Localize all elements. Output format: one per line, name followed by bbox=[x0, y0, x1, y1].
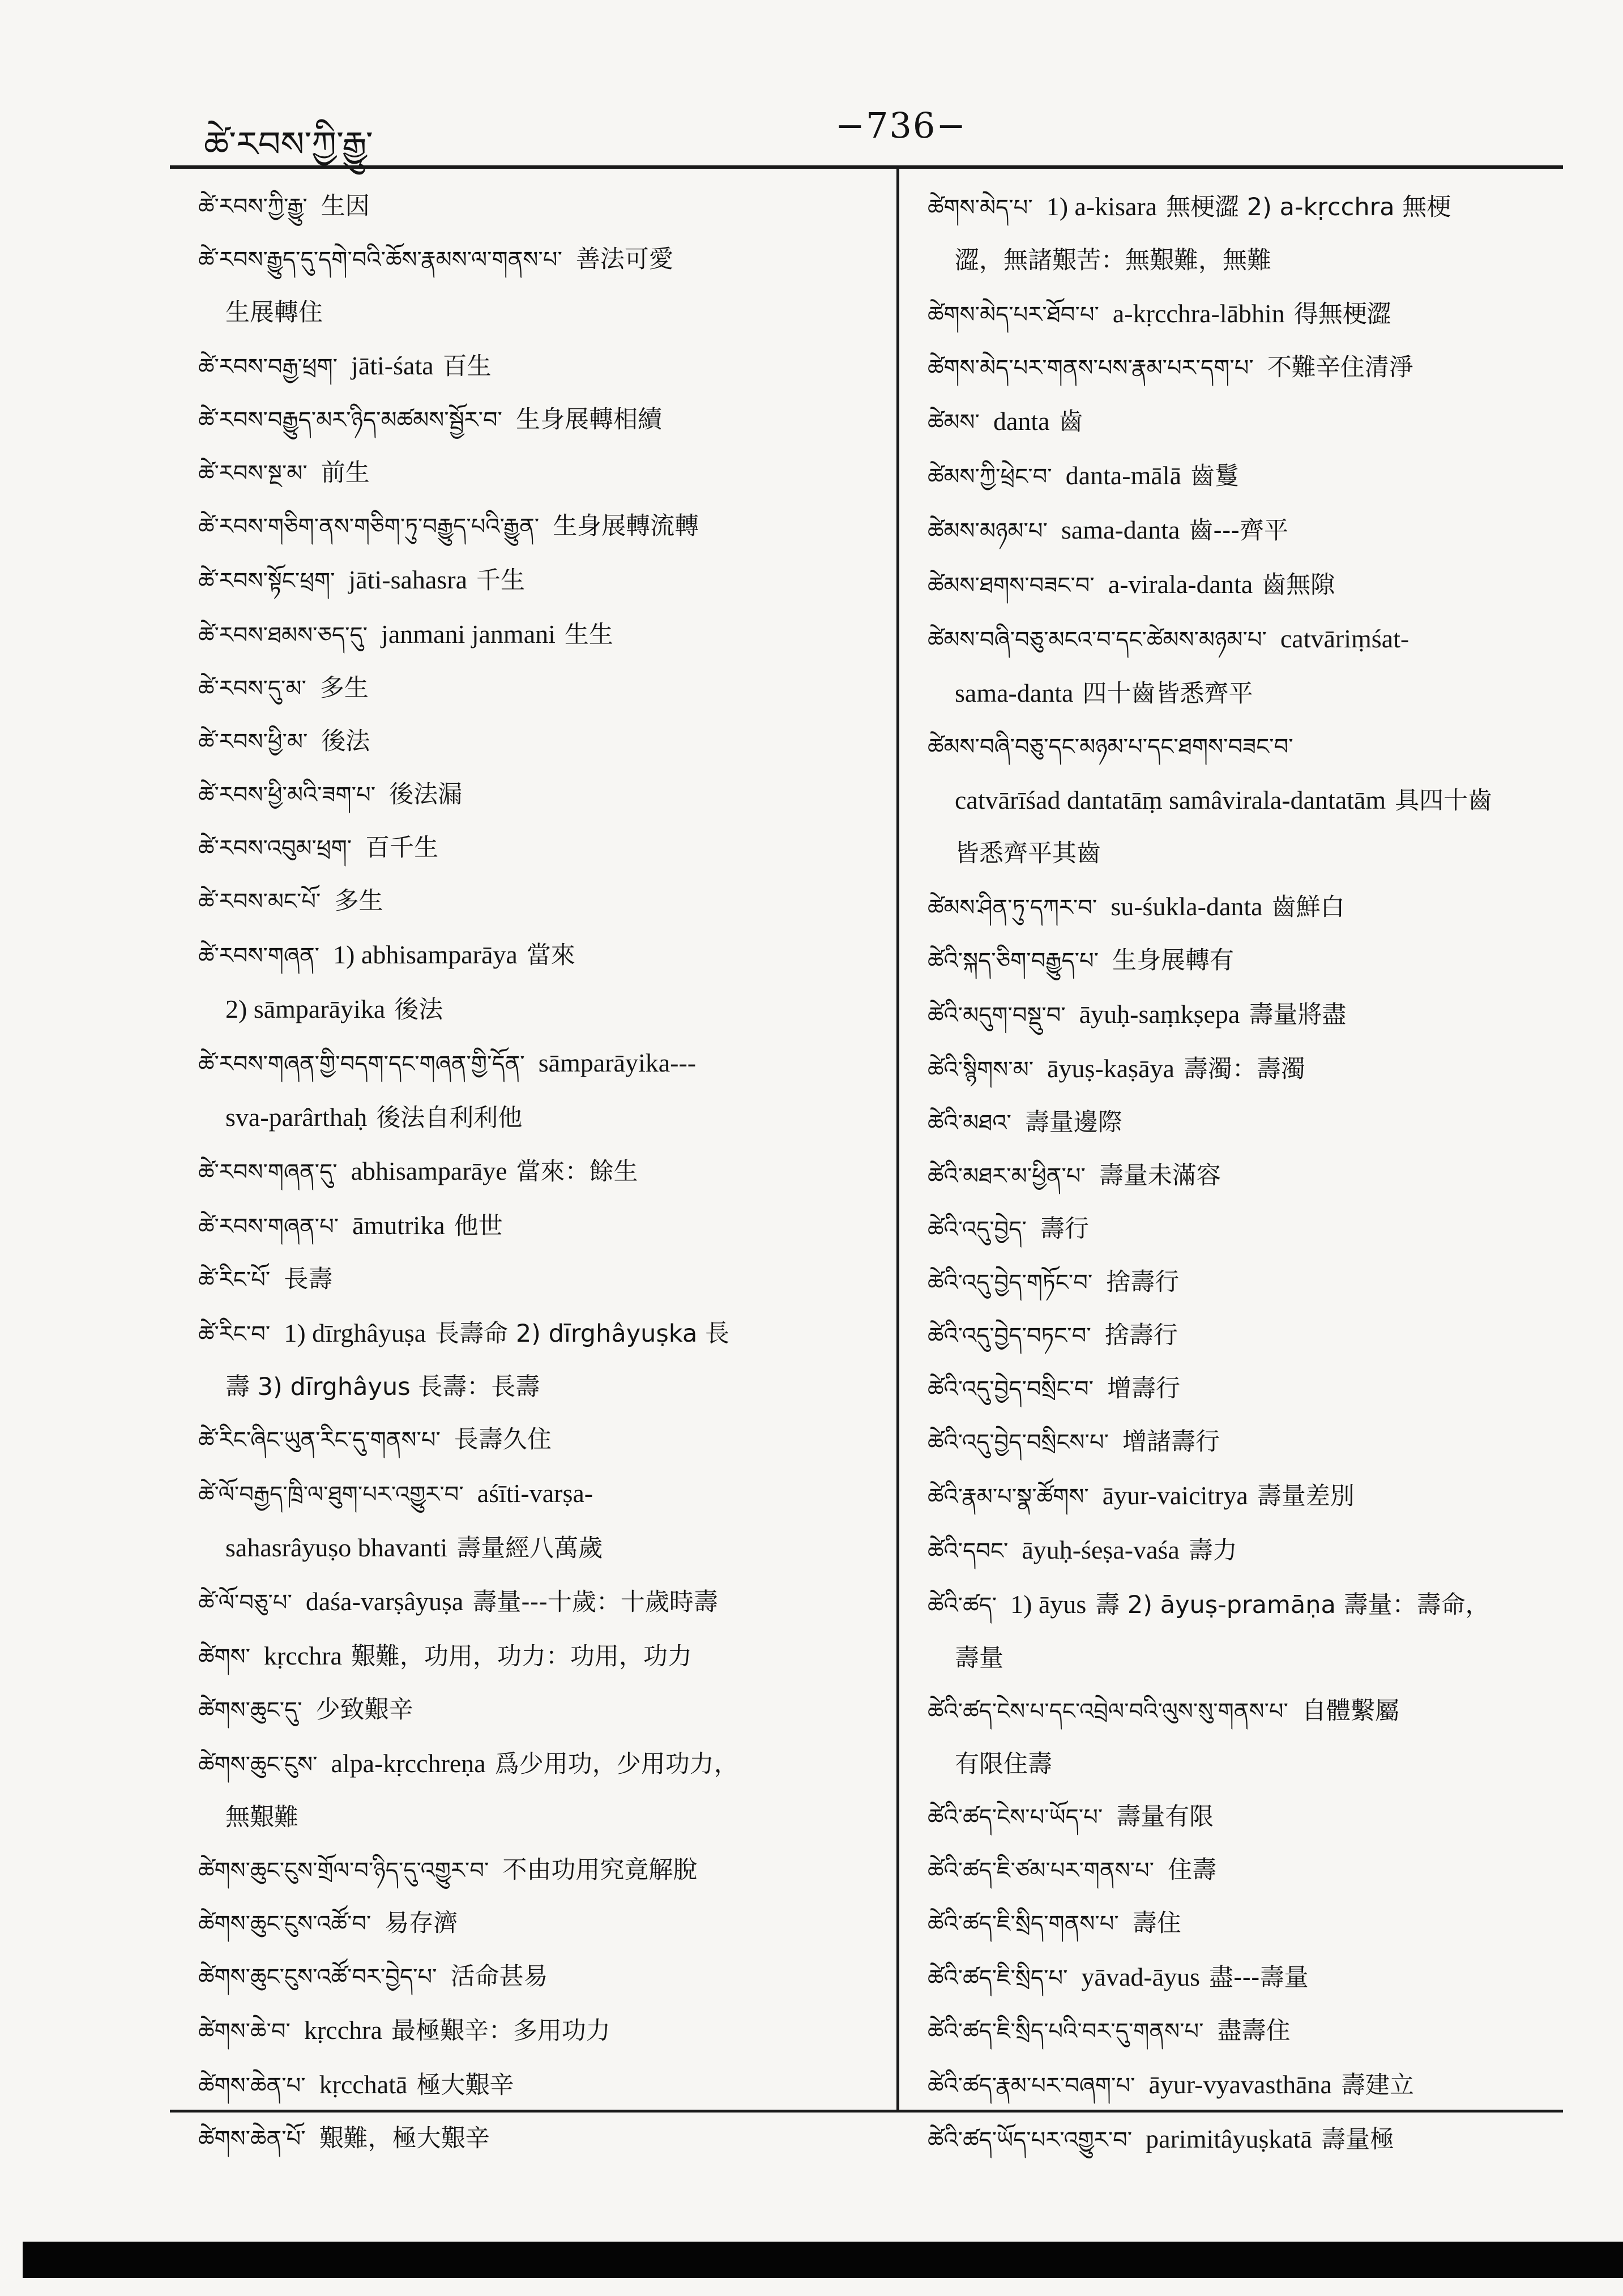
tibetan-headword: ཚེམས་ཤིན་ཏུ་དཀར་བ་ bbox=[928, 895, 1097, 921]
tibetan-headword: ཚེགས་ཆུང་ངུས་འཚོ་བར་བྱེད་པ་ bbox=[198, 1964, 437, 1990]
chinese-gloss: 後法漏 bbox=[389, 780, 463, 809]
sanskrit-equivalent: āyur-vyavasthāna bbox=[1148, 2070, 1332, 2099]
dictionary-entry bbox=[928, 1578, 1587, 1632]
dictionary-entry bbox=[198, 875, 900, 928]
sanskrit-equivalent: jāti-śata bbox=[351, 351, 434, 380]
tibetan-headword: ཚེ་རབས་གཅིག་ནས་གཅིག་ཏུ་བརྒྱུད་པའི་རྒྱུན་ bbox=[198, 514, 540, 540]
chinese-gloss: 壽住 bbox=[1132, 1909, 1181, 1937]
dictionary-entry bbox=[198, 1414, 900, 1467]
dictionary-entry bbox=[928, 287, 1587, 342]
entry-continuation bbox=[928, 827, 1587, 880]
entry-continuation bbox=[928, 667, 1587, 720]
entry-continuation bbox=[198, 1361, 900, 1414]
tibetan-headword: ཚེའི་རྣམ་པ་སྣ་ཚོགས་ bbox=[928, 1484, 1089, 1510]
chinese-gloss: 艱難，功用，功力：功用，功力 bbox=[351, 1642, 692, 1671]
dictionary-entry bbox=[198, 1307, 900, 1361]
dictionary-entry bbox=[198, 500, 900, 553]
dictionary-entry bbox=[928, 880, 1587, 934]
left-column bbox=[198, 180, 900, 2166]
chinese-gloss: 壽行 bbox=[1040, 1215, 1089, 1243]
dictionary-entry bbox=[198, 1036, 900, 1091]
dictionary-entry bbox=[928, 612, 1587, 667]
tibetan-headword: ཚེ་ལོ་བརྒྱད་ཁྲི་ལ་ཐུག་པར་འགྱུར་བ་ bbox=[198, 1482, 464, 1508]
tibetan-headword: ཚེ་རབས་རྒྱུད་དུ་དགེ་བའི་ཆོས་རྣམས་ལ་གནས་པ་ bbox=[198, 247, 562, 273]
page-number: −736− bbox=[835, 105, 967, 146]
chinese-gloss: 生生 bbox=[564, 621, 613, 649]
chinese-gloss: 前生 bbox=[321, 459, 370, 487]
tibetan-headword: ཚེགས་མེད་པར་ཐོབ་པ་ bbox=[928, 302, 1099, 328]
chinese-gloss: 後法自利利他 bbox=[376, 1104, 523, 1132]
sanskrit-equivalent: aśīti-varṣa- bbox=[477, 1479, 593, 1508]
chinese-gloss: 長壽命 2) dīrghâyuṣka 長 bbox=[435, 1320, 729, 1348]
tibetan-headword: ཚེགས་ཆེན་པ་ bbox=[198, 2073, 306, 2099]
tibetan-headword: ཚེ་རབས་སྟོང་ཕྲག་ bbox=[198, 568, 335, 594]
dictionary-entry bbox=[928, 1469, 1587, 1523]
chinese-gloss: 壽量極 bbox=[1321, 2126, 1394, 2154]
chinese-gloss: 皆悉齊平其齒 bbox=[955, 839, 1101, 868]
tibetan-headword: ཚེམས་བཞི་བཅུ་མངའ་བ་དང་ཚེམས་མཉམ་པ་ bbox=[928, 627, 1267, 653]
chinese-gloss: 他世 bbox=[454, 1212, 503, 1240]
chinese-gloss: 澀，無諸艱苦：無艱難，無難 bbox=[955, 246, 1271, 275]
tibetan-headword: ཚེ་རིང་བ་ bbox=[198, 1321, 271, 1347]
tibetan-headword: ཚེ་རབས་གཞན་དུ་ bbox=[198, 1159, 338, 1185]
chinese-gloss: 後法 bbox=[394, 996, 443, 1024]
dictionary-entry bbox=[928, 1256, 1587, 1309]
tibetan-headword: ཚེའི་ཚད་ཇི་སྲིད་པའི་བར་དུ་གནས་པ་ bbox=[928, 2018, 1204, 2045]
chinese-gloss: 長壽 bbox=[284, 1265, 333, 1294]
sanskrit-equivalent: catvāriṃśat- bbox=[1280, 624, 1410, 653]
chinese-gloss: 百生 bbox=[442, 352, 492, 381]
tibetan-headword: ཚེའི་སྙིགས་མ་ bbox=[928, 1057, 1034, 1083]
sanskrit-equivalent: danta bbox=[993, 407, 1050, 436]
dictionary-entry bbox=[198, 553, 900, 608]
running-head: ཚེ་རབས་ཀྱི་རྒྱུ་ bbox=[204, 123, 373, 165]
dictionary-entry bbox=[198, 180, 900, 233]
tibetan-headword: ཚེའི་ཚད་རྣམ་པར་བཞག་པ་ bbox=[928, 2073, 1135, 2099]
chinese-gloss: 不難辛住清淨 bbox=[1267, 353, 1413, 382]
dictionary-entry bbox=[198, 339, 900, 394]
tibetan-headword: ཚེའི་འདུ་བྱེད་ bbox=[928, 1217, 1027, 1243]
dictionary-entry bbox=[198, 822, 900, 875]
tibetan-headword: ཚེམས་བཞི་བཅུ་དང་མཉམ་པ་དང་ཐགས་བཟང་བ་ bbox=[928, 734, 1293, 760]
sanskrit-equivalent: kṛcchra bbox=[304, 2016, 382, 2045]
dictionary-entry bbox=[198, 1737, 900, 1791]
chinese-gloss: 四十齒皆悉齊平 bbox=[1082, 680, 1253, 708]
entry-continuation bbox=[198, 1091, 900, 1145]
dictionary-entry bbox=[928, 988, 1587, 1042]
tibetan-headword: ཚེའི་ཚད་ bbox=[928, 1593, 997, 1619]
sanskrit-equivalent: 1) āyus bbox=[1010, 1590, 1087, 1619]
dictionary-entry bbox=[928, 1150, 1587, 1203]
chinese-gloss: 易存濟 bbox=[385, 1909, 458, 1937]
chinese-gloss: 活命甚易 bbox=[450, 1962, 548, 1991]
tibetan-headword: ཚེམས་ཐགས་བཟང་བ་ bbox=[928, 573, 1095, 599]
entry-continuation bbox=[198, 287, 900, 339]
chinese-gloss: 壽量邊際 bbox=[1024, 1108, 1122, 1137]
top-rule bbox=[170, 165, 1563, 169]
chinese-gloss: 最極艱辛：多用功力 bbox=[391, 2017, 610, 2045]
dictionary-entry bbox=[198, 1897, 900, 1951]
tibetan-headword: ཚེ་རབས་བརྒྱུད་མར་ཉིད་མཚམས་སྦྱོར་བ་ bbox=[198, 407, 502, 433]
chinese-gloss: 少致艱辛 bbox=[315, 1696, 413, 1724]
dictionary-entry bbox=[198, 1575, 900, 1629]
sanskrit-equivalent: catvārīśad dantatāṃ samâvirala-dantatām bbox=[955, 786, 1386, 814]
scan-edge-band bbox=[23, 2242, 1623, 2278]
tibetan-headword: ཚེ་རིང་པོ་ bbox=[198, 1267, 271, 1293]
sanskrit-equivalent: 1) dīrghâyuṣa bbox=[284, 1318, 426, 1347]
tibetan-headword: ཚེའི་མཐར་མ་ཕྱིན་པ་ bbox=[928, 1163, 1086, 1189]
chinese-gloss: 艱難，極大艱辛 bbox=[319, 2124, 490, 2153]
tibetan-headword: ཚེ་རབས་ཐམས་ཅད་དུ་ bbox=[198, 622, 368, 648]
sanskrit-equivalent: 1) a-kisara bbox=[1046, 192, 1158, 221]
tibetan-headword: ཚེའི་ཚད་ངེས་པ་ཡོད་པ་ bbox=[928, 1804, 1103, 1830]
chinese-gloss: 壽 2) āyuṣ-pramāṇa 壽量：壽命， bbox=[1095, 1591, 1490, 1619]
dictionary-entry bbox=[198, 2113, 900, 2166]
sanskrit-equivalent: āyuḥ-śeṣa-vaśa bbox=[1022, 1535, 1180, 1564]
dictionary-entry bbox=[928, 558, 1587, 612]
dictionary-entry bbox=[198, 608, 900, 662]
chinese-gloss: 壽量未滿容 bbox=[1099, 1162, 1221, 1190]
sanskrit-equivalent: 1) abhisamparāya bbox=[333, 940, 518, 969]
chinese-gloss: 當來：餘生 bbox=[516, 1158, 638, 1186]
dictionary-entry bbox=[928, 395, 1587, 449]
tibetan-headword: ཚེམས་མཉམ་པ་ bbox=[928, 518, 1048, 544]
chinese-gloss: 壽濁：壽濁 bbox=[1183, 1055, 1305, 1083]
tibetan-headword: ཚེགས་མེད་པར་གནས་པས་རྣམ་པར་དག་པ་ bbox=[928, 355, 1254, 381]
entry-continuation bbox=[928, 234, 1587, 287]
chinese-gloss: 多生 bbox=[319, 674, 369, 702]
sanskrit-equivalent: sahasrâyuṣo bhavanti bbox=[225, 1533, 448, 1562]
chinese-gloss: 壽 3) dīrghâyus 長壽：長壽 bbox=[225, 1373, 540, 1401]
tibetan-headword: ཚེ་རབས་གཞན་གྱི་བདག་དང་གཞན་གྱི་དོན་ bbox=[198, 1051, 525, 1077]
right-column bbox=[928, 180, 1587, 2167]
sanskrit-equivalent: yāvad-āyus bbox=[1081, 1962, 1201, 1991]
dictionary-entry bbox=[198, 769, 900, 822]
tibetan-headword: ཚེགས་ཆུང་ངུས་གྲོལ་བ་ཉིད་དུ་འགྱུར་བ་ bbox=[198, 1858, 489, 1884]
dictionary-entry bbox=[198, 1844, 900, 1897]
tibetan-headword: ཚེ་རབས་ཀྱི་རྒྱུ་ bbox=[198, 194, 307, 220]
dictionary-entry bbox=[928, 2058, 1587, 2113]
tibetan-headword: ཚེ་རབས་མང་པོ་ bbox=[198, 889, 321, 915]
chinese-gloss: 捨壽行 bbox=[1106, 1268, 1180, 1296]
dictionary-entry bbox=[928, 1309, 1587, 1363]
chinese-gloss: 具四十齒 bbox=[1395, 787, 1493, 815]
dictionary-entry bbox=[198, 1145, 900, 1199]
sanskrit-equivalent: daśa-varṣâyuṣa bbox=[305, 1587, 464, 1616]
chinese-gloss: 壽量將盡 bbox=[1249, 1001, 1347, 1029]
dictionary-entry bbox=[198, 233, 900, 287]
tibetan-headword: ཚེགས་ཆེན་པོ་ bbox=[198, 2126, 306, 2152]
chinese-gloss: 捨壽行 bbox=[1104, 1321, 1178, 1350]
chinese-gloss: 齒 bbox=[1058, 408, 1083, 436]
dictionary-entry bbox=[928, 1363, 1587, 1416]
chinese-gloss: 齒鮮白 bbox=[1271, 893, 1345, 921]
dictionary-entry bbox=[198, 1199, 900, 1253]
tibetan-headword: ཚེ་རབས་སྔ་མ་ bbox=[198, 460, 307, 486]
dictionary-entry bbox=[928, 342, 1587, 395]
sanskrit-equivalent: alpa-kṛcchreṇa bbox=[331, 1749, 486, 1778]
tibetan-headword: ཚེའི་མཐའ་ bbox=[928, 1110, 1011, 1136]
dictionary-entry bbox=[198, 1951, 900, 2004]
chinese-gloss: 千生 bbox=[476, 566, 525, 595]
tibetan-headword: ཚེགས་ཆུང་ངུས་འཚོ་བ་ bbox=[198, 1911, 371, 1937]
chinese-gloss: 壽建立 bbox=[1340, 2071, 1414, 2099]
tibetan-headword: ཚེའི་ཚད་ཇི་སྲིད་གནས་པ་ bbox=[928, 1911, 1119, 1937]
tibetan-headword: ཚེའི་འདུ་བྱེད་བསྲིངས་པ་ bbox=[928, 1429, 1109, 1456]
chinese-gloss: 百千生 bbox=[365, 834, 439, 862]
chinese-gloss: 多生 bbox=[334, 887, 383, 915]
dictionary-entry bbox=[198, 1684, 900, 1737]
chinese-gloss: 極大艱辛 bbox=[416, 2071, 514, 2099]
dictionary-entry bbox=[928, 1844, 1587, 1897]
tibetan-headword: ཚེའི་ཚད་ངེས་པ་དང་འབྲེལ་བའི་ལུས་སུ་གནས་པ་ bbox=[928, 1698, 1288, 1725]
chinese-gloss: 善法可愛 bbox=[575, 245, 673, 274]
dictionary-entry bbox=[928, 180, 1587, 234]
tibetan-headword: ཚེ་རབས་གཞན་པ་ bbox=[198, 1214, 339, 1240]
dictionary-entry bbox=[928, 1096, 1587, 1150]
dictionary-entry bbox=[928, 1203, 1587, 1256]
sanskrit-equivalent: parimitâyuṣkatā bbox=[1146, 2124, 1312, 2153]
chinese-gloss: 生展轉住 bbox=[225, 298, 323, 327]
chinese-gloss: 不由功用究竟解脫 bbox=[502, 1856, 698, 1884]
chinese-gloss: 齒---齊平 bbox=[1189, 517, 1288, 545]
sanskrit-equivalent: sama-danta bbox=[955, 678, 1074, 707]
chinese-gloss: 壽量 bbox=[955, 1644, 1003, 1672]
chinese-gloss: 生身展轉相續 bbox=[515, 406, 662, 434]
tibetan-headword: ཚེའི་འདུ་བྱེད་བསྲིང་བ་ bbox=[928, 1376, 1094, 1402]
tibetan-headword: ཚེ་རབས་ཕྱི་མ་ bbox=[198, 729, 308, 755]
dictionary-entry bbox=[928, 2113, 1587, 2167]
sanskrit-equivalent: āyuṣ-kaṣāya bbox=[1047, 1054, 1174, 1083]
dictionary-entry bbox=[198, 928, 900, 983]
chinese-gloss: 自體繫屬 bbox=[1301, 1697, 1399, 1725]
dictionary-entry bbox=[928, 449, 1587, 503]
dictionary-entry bbox=[198, 1629, 900, 1684]
tibetan-headword: ཚེགས་མེད་པ་ bbox=[928, 195, 1033, 221]
sanskrit-equivalent: su-śukla-danta bbox=[1111, 892, 1263, 921]
tibetan-headword: ཚེའི་འདུ་བྱེད་བཏང་བ་ bbox=[928, 1323, 1091, 1349]
chinese-gloss: 生身展轉流轉 bbox=[553, 512, 699, 540]
sanskrit-equivalent: kṛcchra bbox=[264, 1641, 342, 1670]
tibetan-headword: ཚེའི་དབང་ bbox=[928, 1538, 1009, 1564]
dictionary-entry bbox=[928, 720, 1587, 774]
sanskrit-equivalent: āyur-vaicitrya bbox=[1102, 1481, 1248, 1510]
chinese-gloss: 無梗澀 2) a-kṛcchra 無梗 bbox=[1166, 193, 1451, 221]
entry-continuation bbox=[928, 1738, 1587, 1791]
dictionary-entry bbox=[198, 447, 900, 500]
dictionary-entry bbox=[198, 2004, 900, 2058]
dictionary-entry bbox=[928, 1951, 1587, 2005]
chinese-gloss: 盡---壽量 bbox=[1209, 1964, 1309, 1992]
dictionary-entry bbox=[928, 1416, 1587, 1469]
tibetan-headword: ཚེ་ལོ་བཅུ་པ་ bbox=[198, 1590, 292, 1616]
dictionary-entry bbox=[928, 934, 1587, 988]
tibetan-headword: ཚེགས་ཆེ་བ་ bbox=[198, 2018, 291, 2045]
sanskrit-equivalent: kṛcchatā bbox=[319, 2070, 408, 2099]
chinese-gloss: 盡壽住 bbox=[1217, 2017, 1291, 2045]
dictionary-entry bbox=[198, 1253, 900, 1307]
chinese-gloss: 增諸壽行 bbox=[1122, 1428, 1220, 1456]
tibetan-headword: ཚེམས་ bbox=[928, 409, 980, 436]
dictionary-entry bbox=[198, 662, 900, 715]
entry-continuation bbox=[198, 1791, 900, 1844]
tibetan-headword: ཚེ་རབས་གཞན་ bbox=[198, 943, 320, 969]
tibetan-headword: ཚེགས་ཆུང་དུ་ bbox=[198, 1697, 302, 1723]
dictionary-entry bbox=[198, 715, 900, 769]
sanskrit-equivalent: danta-mālā bbox=[1065, 461, 1182, 490]
tibetan-headword: ཚེགས་ bbox=[198, 1644, 251, 1670]
chinese-gloss: 住壽 bbox=[1168, 1856, 1217, 1884]
chinese-gloss: 無艱難 bbox=[225, 1803, 298, 1832]
sanskrit-equivalent: āmutrika bbox=[352, 1211, 445, 1240]
sanskrit-equivalent: sama-danta bbox=[1061, 515, 1180, 544]
sanskrit-equivalent: a-kṛcchra-lābhin bbox=[1112, 299, 1285, 328]
sanskrit-equivalent: sva-parârthaḥ bbox=[225, 1103, 368, 1132]
sanskrit-equivalent: 2) sāmparāyika bbox=[225, 995, 386, 1023]
sanskrit-equivalent: jāti-sahasra bbox=[348, 565, 467, 594]
tibetan-headword: ཚེ་རབས་འབུམ་ཕྲག་ bbox=[198, 835, 352, 861]
tibetan-headword: ཚེའི་ཚད་ཇི་སྲིད་པ་ bbox=[928, 1965, 1068, 1991]
chinese-gloss: 壽量---十歲：十歲時壽 bbox=[472, 1588, 718, 1616]
tibetan-headword: ཚེམས་ཀྱི་ཕྲེང་བ་ bbox=[928, 464, 1052, 490]
chinese-gloss: 增壽行 bbox=[1107, 1375, 1180, 1403]
sanskrit-equivalent: sāmparāyika--- bbox=[538, 1048, 697, 1077]
dictionary-entry bbox=[928, 1791, 1587, 1844]
tibetan-headword: ཚེགས་ཆུང་ངུས་ bbox=[198, 1752, 318, 1778]
dictionary-entry bbox=[198, 2058, 900, 2113]
tibetan-headword: ཚེ་རབས་བརྒྱ་ཕྲག་ bbox=[198, 354, 338, 380]
entry-continuation bbox=[198, 1521, 900, 1575]
dictionary-entry bbox=[928, 1685, 1587, 1738]
sanskrit-equivalent: janmani janmani bbox=[381, 620, 556, 648]
chinese-gloss: 當來 bbox=[526, 941, 575, 970]
tibetan-headword: ཚེ་རིང་ཞིང་ཡུན་རིང་དུ་གནས་པ་ bbox=[198, 1427, 441, 1453]
tibetan-headword: ཚེ་རབས་དུ་མ་ bbox=[198, 676, 306, 702]
tibetan-headword: ཚེའི་སྐད་ཅིག་བརྒྱུད་པ་ bbox=[928, 948, 1099, 974]
chinese-gloss: 長壽久住 bbox=[454, 1426, 552, 1454]
sanskrit-equivalent: abhisamparāye bbox=[351, 1156, 507, 1185]
tibetan-headword: ཚེའི་མདུག་བསྡུ་བ་ bbox=[928, 1002, 1066, 1028]
chinese-gloss: 壽量有限 bbox=[1116, 1803, 1214, 1831]
dictionary-entry bbox=[198, 394, 900, 447]
chinese-gloss: 生因 bbox=[321, 192, 370, 220]
sanskrit-equivalent: a-virala-danta bbox=[1108, 570, 1253, 599]
chinese-gloss: 生身展轉有 bbox=[1112, 946, 1235, 975]
chinese-gloss: 齒無隙 bbox=[1262, 571, 1335, 599]
chinese-gloss: 壽量差別 bbox=[1257, 1482, 1355, 1510]
tibetan-headword: ཚེའི་ཚད་ཡོད་པར་འགྱུར་བ་ bbox=[928, 2127, 1133, 2153]
dictionary-entry bbox=[198, 1467, 900, 1521]
tibetan-headword: ཚེའི་ཚད་ཇི་ཙམ་པར་གནས་པ་ bbox=[928, 1858, 1155, 1884]
chinese-gloss: 壽量經八萬歲 bbox=[456, 1534, 603, 1563]
chinese-gloss: 有限住壽 bbox=[955, 1750, 1052, 1778]
tibetan-headword: ཚེ་རབས་ཕྱི་མའི་ཟག་པ་ bbox=[198, 782, 376, 808]
sanskrit-equivalent: āyuḥ-saṃkṣepa bbox=[1079, 1000, 1240, 1028]
chinese-gloss: 得無梗澀 bbox=[1293, 300, 1391, 328]
dictionary-entry bbox=[928, 1042, 1587, 1096]
chinese-gloss: 壽力 bbox=[1188, 1537, 1237, 1565]
chinese-gloss: 後法 bbox=[321, 727, 370, 756]
entry-continuation bbox=[928, 774, 1587, 827]
dictionary-entry bbox=[928, 2005, 1587, 2058]
entry-continuation bbox=[198, 983, 900, 1036]
dictionary-entry bbox=[928, 1523, 1587, 1578]
chinese-gloss: 齒鬘 bbox=[1190, 462, 1240, 490]
dictionary-entry bbox=[928, 1897, 1587, 1951]
chinese-gloss: 爲少用功，少用功力， bbox=[494, 1750, 738, 1778]
entry-continuation bbox=[928, 1632, 1587, 1685]
tibetan-headword: ཚེའི་འདུ་བྱེད་གཏོང་བ་ bbox=[928, 1270, 1093, 1296]
dictionary-entry bbox=[928, 503, 1587, 558]
